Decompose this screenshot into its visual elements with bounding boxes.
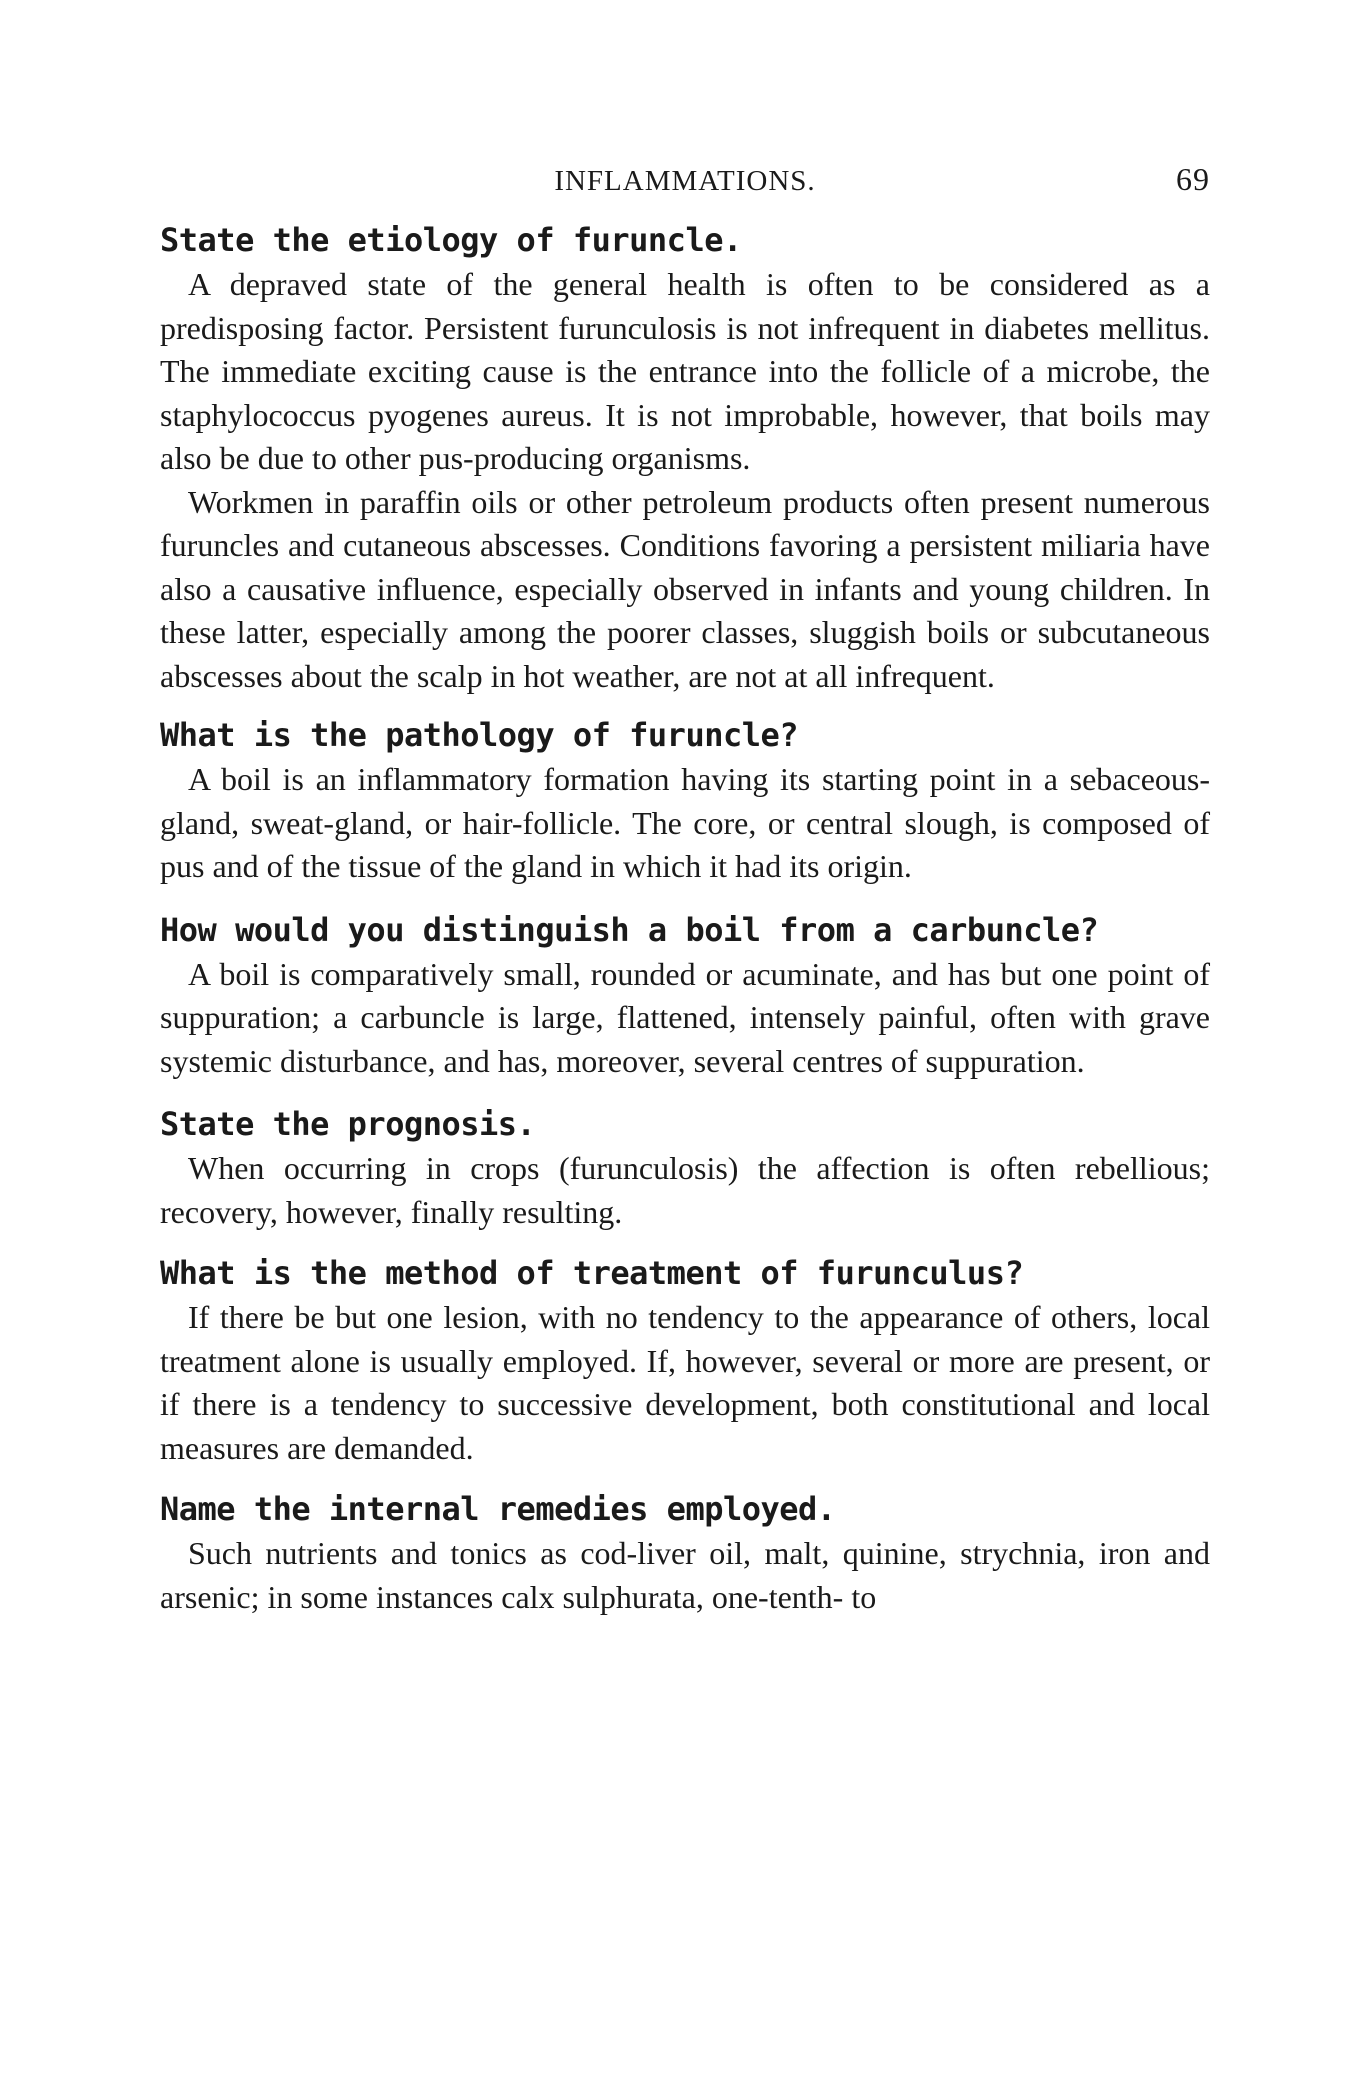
question-heading: Name the internal remedies employed. bbox=[160, 1490, 836, 1528]
answer-paragraph: Workmen in paraffin oils or other petroleum products often present numerous furuncles and cutaneous abscesses. Conditions favoring a persistent miliaria have also a causative influence, especially observed in infants and young children. In these latter, especially among the poorer classes, sluggish boils or subcutaneous abscesses about the scalp in hot weather, are not at all infrequent. bbox=[160, 483, 1210, 694]
section-distinguish bbox=[160, 909, 1210, 1084]
section-pathology bbox=[160, 714, 1210, 889]
page-number: 69 bbox=[1176, 161, 1210, 197]
question-heading: What is the method of treatment of furunculus? bbox=[160, 1254, 1024, 1292]
answer-paragraph: A depraved state of the general health is often to be considered as a predisposing factor. Persistent furunculosis is not infrequent in diabetes mellitus. The immediate exciting cause is the entrance into the follicle of a microbe, the staphylococcus pyogenes aureus. It is not improbable, however, that boils may also be due to other pus-producing organisms. bbox=[160, 266, 1210, 476]
question-heading: What is the pathology of furuncle? bbox=[160, 716, 799, 754]
section-treatment bbox=[160, 1252, 1210, 1470]
section-etiology bbox=[160, 219, 1210, 698]
question-heading: State the prognosis. bbox=[160, 1105, 536, 1143]
section-remedies bbox=[160, 1488, 1210, 1619]
answer-paragraph: A boil is an inflammatory formation having its starting point in a sebaceous-gland, sweat-gland, or hair-follicle. The core, or central slough, is composed of pus and of the tissue of the gland in which it had its origin. bbox=[160, 761, 1210, 884]
answer-paragraph: If there be but one lesion, with no tendency to the appearance of others, local treatment alone is usually employed. If, however, several or more are present, or if there is a tendency to successive development, both constitutional and local measures are demanded. bbox=[160, 1299, 1210, 1466]
answer-paragraph: When occurring in crops (furunculosis) the affection is often rebellious; recovery, however, finally resulting. bbox=[160, 1150, 1210, 1230]
question-heading: How would you distinguish a boil from a carbuncle? bbox=[160, 910, 1099, 949]
answer-paragraph: Such nutrients and tonics as cod-liver oil, malt, quinine, strychnia, iron and arsenic; in some instances calx sulphurata, one-tenth- to bbox=[160, 1535, 1210, 1615]
answer-paragraph: A boil is comparatively small, rounded or acuminate, and has but one point of suppuration; a carbuncle is large, flattened, intensely painful, often with grave systemic disturbance, and has, moreover, several centres of suppuration. bbox=[160, 955, 1210, 1079]
question-heading: State the etiology of furuncle. bbox=[160, 221, 742, 259]
running-title: INFLAMMATIONS. bbox=[554, 165, 816, 197]
book-page bbox=[160, 155, 1210, 1619]
running-head bbox=[160, 155, 1210, 205]
section-prognosis bbox=[160, 1103, 1210, 1234]
